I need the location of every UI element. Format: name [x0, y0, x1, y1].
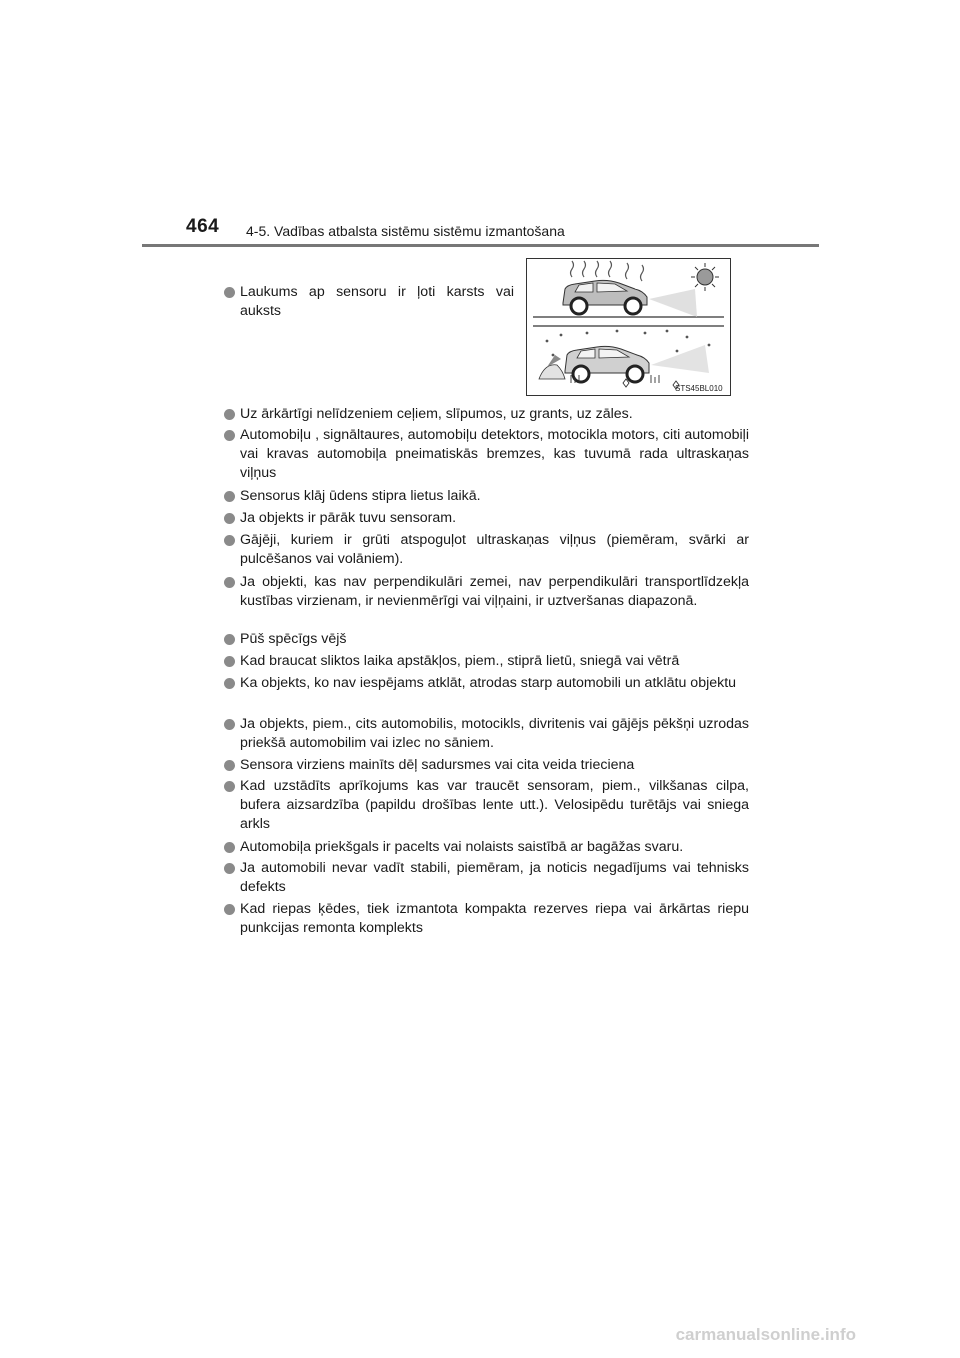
bullet-dot-icon [224, 863, 235, 874]
figure-label: STS45BL010 [675, 384, 723, 393]
sensor-wave-icon [649, 289, 697, 317]
bullet-text: Uz ārkārtīgi nelīdzeniem ceļiem, slīpumos, uz grants, uz zāles. [240, 406, 633, 422]
bullet-item [224, 426, 749, 483]
bullet-dot-icon [224, 577, 235, 588]
bullet-dot-icon [224, 678, 235, 689]
bullet-text: Kad riepas ķēdes, tiek izmantota kompakta rezerves riepa vai ārkārtas riepu punkcijas remonta komplekts [240, 901, 749, 936]
bullet-text: Ja automobili nevar vadīt stabili, piemēram, ja noticis negadījums vai tehnisks defekts [240, 860, 749, 895]
bullet-text: Ja objekti, kas nav perpendikulāri zemei, nav perpendikulāri transportlīdzekļa kustības virzienam, ir nevienmērīgi vai viļņaini, ir uztveršanas diapazonā. [240, 574, 749, 609]
bullet-dot-icon [224, 491, 235, 502]
bullet-text: Kad braucat sliktos laika apstākļos, piem., stiprā lietū, sniegā vai vētrā [240, 653, 680, 669]
bullet-dot-icon [224, 409, 235, 420]
bullet-item [224, 531, 749, 569]
bullet-item [224, 715, 749, 753]
bullet-dot-icon [224, 904, 235, 915]
car-top-icon [563, 280, 647, 314]
bullet-item [224, 487, 749, 506]
cold-wave-icon [651, 345, 709, 373]
bullet-item [224, 652, 749, 671]
bullet-item [224, 509, 749, 528]
sun-icon [691, 263, 719, 291]
bullet-dot-icon [224, 634, 235, 645]
bullet-item [224, 859, 749, 897]
bullet-text: Ka objekts, ko nav iespējams atklāt, atrodas starp automobili un atklātu objektu [240, 675, 737, 691]
bullet-item [224, 573, 749, 611]
car-bottom-icon [565, 346, 649, 382]
car-sensor-figure [527, 259, 730, 395]
bullet-text: Gājēji, kuriem ir grūti atspoguļot ultraskaņas viļņus (piemēram, svārki ar pulcēšanos vai volāniem). [240, 532, 749, 567]
sensor-illustration [526, 258, 731, 396]
bullet-item [224, 630, 749, 649]
bullet-dot-icon [224, 656, 235, 667]
bullet-text: Pūš spēcīgs vējš [240, 631, 347, 647]
bullet-dot-icon [224, 535, 235, 546]
bullet-item [224, 283, 514, 321]
bullet-item [224, 838, 749, 857]
bullet-text: Automobiļu , signāltaures, automobiļu detektors, motocikla motors, citi automobiļi vai kravas automobiļa pneimatiskās bremzes, kas tuvumā rada ultraskaņas viļņus [240, 427, 749, 481]
bullet-dot-icon [224, 760, 235, 771]
bullet-item [224, 900, 749, 938]
heat-wave-icon [571, 261, 644, 281]
bullet-dot-icon [224, 842, 235, 853]
bullet-item [224, 756, 749, 775]
bullet-dot-icon [224, 513, 235, 524]
bullet-text: Laukums ap sensoru ir ļoti karsts vai auksts [240, 284, 514, 319]
bullet-text: Ja objekts ir pārāk tuvu sensoram. [240, 510, 457, 526]
bullet-text: Sensora virziens mainīts dēļ sadursmes vai cita veida trieciena [240, 757, 635, 773]
page-number: 464 [186, 216, 220, 237]
section-title: 4-5. Vadības atbalsta sistēmu sistēmu izmantošana [246, 223, 565, 239]
snow-pile-icon [539, 355, 565, 379]
bullet-item [224, 405, 749, 424]
bullet-dot-icon [224, 719, 235, 730]
bullet-dot-icon [224, 781, 235, 792]
bullet-item [224, 777, 749, 834]
header-rule [142, 244, 819, 247]
bullet-item [224, 674, 749, 693]
bullet-dot-icon [224, 287, 235, 298]
bullet-text: Automobiļa priekšgals ir pacelts vai nolaists saistībā ar bagāžas svaru. [240, 839, 684, 855]
watermark: carmanualsonline.info [675, 1325, 856, 1344]
bullet-text: Ja objekts, piem., cits automobilis, motocikls, divritenis vai gājējs pēkšņi uzrodas priekšā automobilim vai izlec no sāniem. [240, 716, 749, 751]
bullet-text: Kad uzstādīts aprīkojums kas var traucēt sensoram, piem., vilkšanas cilpa, bufera aizsardzība (papildu drošības lente utt.). Velosipēdu turētājs vai sniega arkls [240, 778, 749, 832]
bullet-text: Sensorus klāj ūdens stipra lietus laikā. [240, 488, 481, 504]
bullet-dot-icon [224, 430, 235, 441]
